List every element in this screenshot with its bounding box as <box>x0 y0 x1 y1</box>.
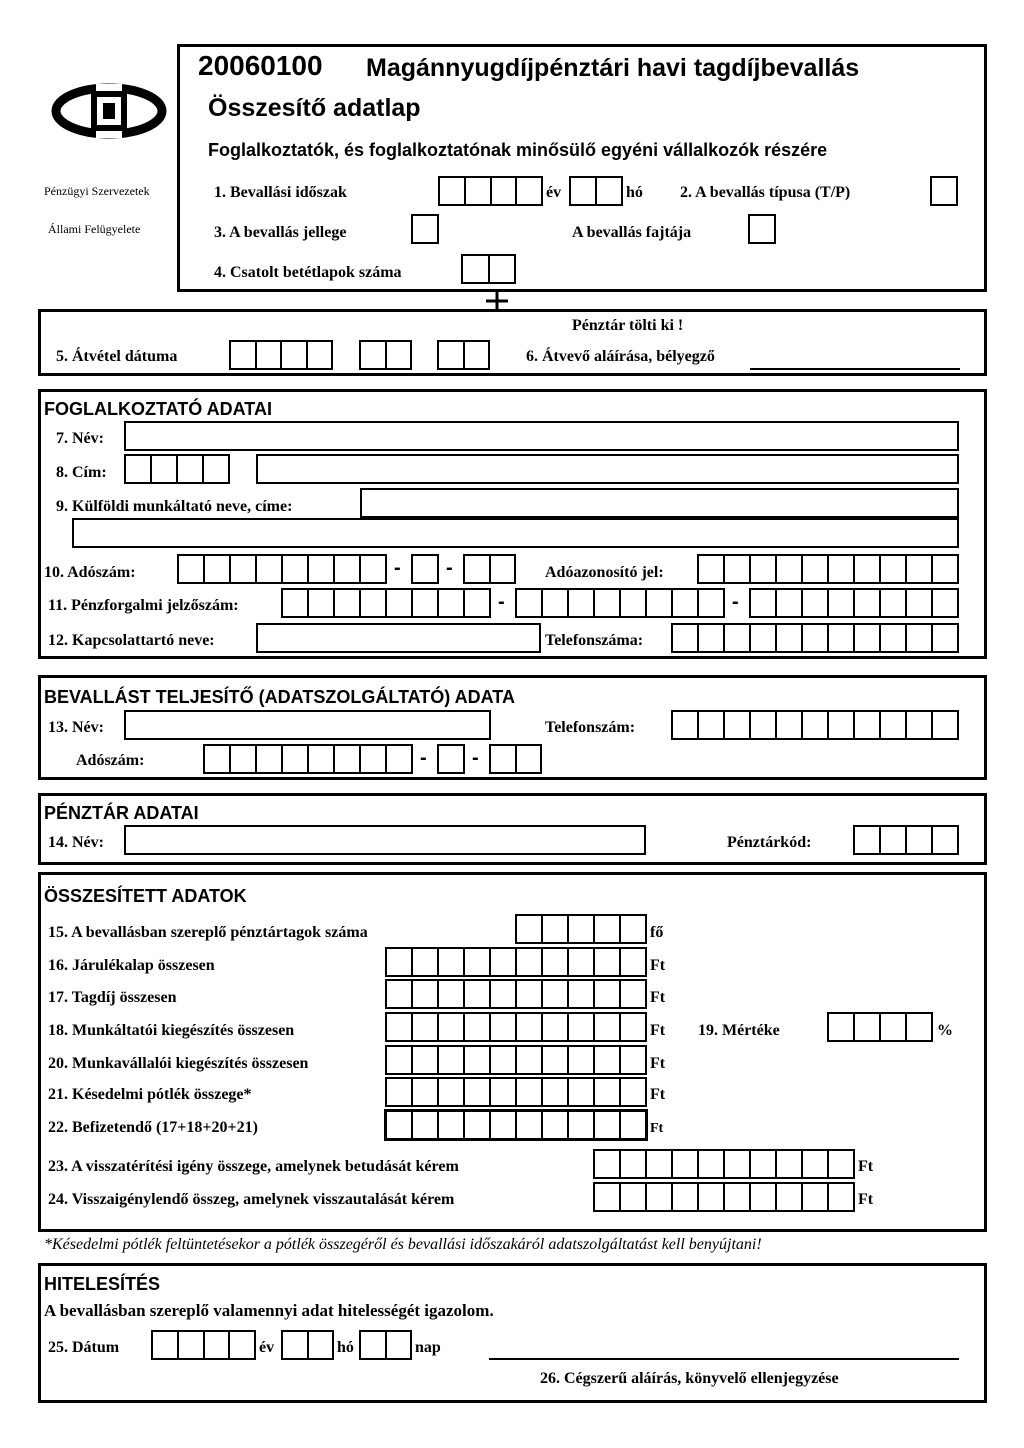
field-12-label: 12. Kapcsolattartó neve: <box>48 632 215 649</box>
provider-tax-label: Adószám: <box>76 752 145 769</box>
period-year-input[interactable] <box>438 176 543 206</box>
field-2-label: 2. A bevallás típusa (T/P) <box>680 184 851 201</box>
field-3-label: 3. A bevallás jellege <box>214 224 347 241</box>
field-9-label: 9. Külföldi munkáltató neve, címe: <box>56 498 293 515</box>
auth-date-day[interactable] <box>359 1330 412 1360</box>
field-8-label: 8. Cím: <box>56 464 107 481</box>
field-25-label: 25. Dátum <box>48 1339 120 1356</box>
receipt-signature-line[interactable] <box>750 368 960 370</box>
footnote: *Késedelmi pótlék feltüntetésekor a pótlék összegéről és bevallási időszakáról adatszolgáltatást kell benyújtani! <box>44 1236 762 1253</box>
employer-supplement-input[interactable] <box>385 1012 647 1042</box>
attached-sheets-input[interactable] <box>461 254 516 284</box>
auth-ho-label: hó <box>337 1339 354 1356</box>
receipt-date-year[interactable] <box>229 340 333 370</box>
field-22-label: 22. Befizetendő (17+18+20+21) <box>48 1119 258 1136</box>
field-18-label: 18. Munkáltatói kiegészítés összesen <box>48 1022 295 1039</box>
auth-date-month[interactable] <box>281 1330 334 1360</box>
employer-tax-number-main[interactable] <box>177 554 387 584</box>
character-input[interactable] <box>411 214 439 244</box>
payable-input[interactable] <box>384 1109 648 1141</box>
members-count-input[interactable] <box>515 914 647 944</box>
employer-tax-number-vat[interactable] <box>411 554 439 584</box>
auth-date-year[interactable] <box>151 1330 256 1360</box>
dash: - <box>498 591 505 613</box>
contact-phone-label: Telefonszáma: <box>545 632 644 649</box>
receipt-section <box>38 309 987 376</box>
contribution-base-input[interactable] <box>385 947 647 977</box>
auth-ev-label: év <box>259 1339 275 1356</box>
kind-input[interactable] <box>748 214 776 244</box>
ft-unit: Ft <box>858 1191 874 1208</box>
fund-code-label: Pénztárkód: <box>727 834 812 851</box>
refund-offset-input[interactable] <box>593 1149 855 1179</box>
ft-unit: Ft <box>650 1086 666 1103</box>
auth-nap-label: nap <box>415 1339 441 1356</box>
field-20-label: 20. Munkavállalói kiegészítés összesen <box>48 1055 309 1072</box>
field-5-label: 5. Átvétel dátuma <box>56 348 178 365</box>
dash: - <box>732 591 739 613</box>
receipt-date-day[interactable] <box>437 340 490 370</box>
receipt-date-month[interactable] <box>359 340 412 370</box>
percent-unit: % <box>937 1022 953 1039</box>
ho-label: hó <box>626 184 643 201</box>
bank-account-part2[interactable] <box>515 588 725 618</box>
field-4-label: 4. Csatolt betétlapok száma <box>214 264 402 281</box>
foreign-employer-input-1[interactable] <box>360 488 959 518</box>
field-11-label: 11. Pénzforgalmi jelzőszám: <box>48 597 239 614</box>
field-26-label: 26. Cégszerű aláírás, könyvelő ellenjegyzése <box>540 1370 839 1387</box>
psz-af-logo <box>50 82 168 140</box>
receipt-note: Pénztár tölti ki ! <box>572 317 684 334</box>
tax-id-label: Adóazonosító jel: <box>545 564 664 581</box>
field-14-label: 14. Név: <box>48 834 104 851</box>
summary-title: ÖSSZESÍTETT ADATOK <box>44 886 247 906</box>
provider-phone-input[interactable] <box>671 710 959 740</box>
ev-label: év <box>546 184 562 201</box>
ft-unit: Ft <box>650 1055 666 1072</box>
provider-name-input[interactable] <box>124 710 491 740</box>
fund-title: PÉNZTÁR ADATAI <box>44 803 199 823</box>
field-1-label: 1. Bevallási időszak <box>214 184 347 201</box>
ft-unit: Ft <box>650 989 666 1006</box>
type-input[interactable] <box>930 176 958 206</box>
auth-title: HITELESÍTÉS <box>44 1274 161 1294</box>
ft-unit: Ft <box>650 957 666 974</box>
field-15-label: 15. A bevallásban szereplő pénztártagok száma <box>48 924 368 941</box>
provider-tax-main[interactable] <box>203 744 413 774</box>
field-7-label: 7. Név: <box>56 430 104 447</box>
employer-tax-number-county[interactable] <box>463 554 516 584</box>
contact-name-input[interactable] <box>256 623 541 653</box>
provider-title: BEVALLÁST TELJESÍTŐ (ADATSZOLGÁLTATÓ) ADATA <box>44 687 515 707</box>
org-name-line1: Pénzügyi Szervezetek <box>44 184 150 198</box>
membership-fee-input[interactable] <box>385 979 647 1009</box>
field-16-label: 16. Járulékalap összesen <box>48 957 215 974</box>
form-subtitle: Összesítő adatlap <box>208 94 421 122</box>
employer-name-input[interactable] <box>124 421 959 451</box>
dash: - <box>394 557 401 579</box>
employer-tax-id-input[interactable] <box>697 554 959 584</box>
period-month-input[interactable] <box>569 176 623 206</box>
employer-address-input[interactable] <box>256 454 959 484</box>
kind-label: A bevallás fajtája <box>572 224 692 241</box>
foreign-employer-input-2[interactable] <box>72 518 959 548</box>
refund-transfer-input[interactable] <box>593 1182 855 1212</box>
ft-unit: Ft <box>650 1022 666 1039</box>
field-13-label: 13. Név: <box>48 719 104 736</box>
bank-account-part1[interactable] <box>281 588 491 618</box>
dash: - <box>472 747 479 769</box>
form-description: Foglalkoztatók, és foglalkoztatónak minősülő egyéni vállalkozók részére <box>208 140 828 160</box>
employer-zip-input[interactable] <box>124 454 230 484</box>
employer-title: FOGLALKOZTATÓ ADATAI <box>44 399 272 419</box>
employee-supplement-input[interactable] <box>385 1045 647 1075</box>
field-23-label: 23. A visszatérítési igény összege, amelynek betudását kérem <box>48 1158 459 1175</box>
field-24-label: 24. Visszaigénylendő összeg, amelynek visszautalását kérem <box>48 1191 455 1208</box>
org-name-line2: Állami Felügyelete <box>48 222 141 236</box>
provider-tax-county[interactable] <box>489 744 542 774</box>
fund-name-input[interactable] <box>124 825 646 855</box>
field-21-label: 21. Késedelmi pótlék összege* <box>48 1086 252 1103</box>
provider-tax-vat[interactable] <box>437 744 465 774</box>
rate-input[interactable] <box>827 1012 933 1042</box>
ft-unit: Ft <box>858 1158 874 1175</box>
form-code: 20060100 <box>198 50 323 81</box>
dash: - <box>446 557 453 579</box>
auth-statement: A bevallásban szereplő valamennyi adat hitelességét igazolom. <box>44 1301 494 1320</box>
field-6-label: 6. Átvevő aláírása, bélyegző <box>526 348 715 365</box>
signature-line[interactable] <box>489 1358 959 1360</box>
late-fee-input[interactable] <box>385 1077 647 1107</box>
ft-unit: Ft <box>650 1121 664 1136</box>
field-17-label: 17. Tagdíj összesen <box>48 989 177 1006</box>
bank-account-part3[interactable] <box>749 588 959 618</box>
fund-code-input[interactable] <box>853 825 959 855</box>
fo-unit: fő <box>650 924 664 941</box>
field-10-label: 10. Adószám: <box>44 564 136 581</box>
provider-phone-label: Telefonszám: <box>545 719 636 736</box>
dash: - <box>420 747 427 769</box>
field-19-label: 19. Mértéke <box>698 1022 780 1039</box>
contact-phone-input[interactable] <box>671 623 959 653</box>
form-title: Magánnyugdíjpénztári havi tagdíjbevallás <box>366 54 860 82</box>
